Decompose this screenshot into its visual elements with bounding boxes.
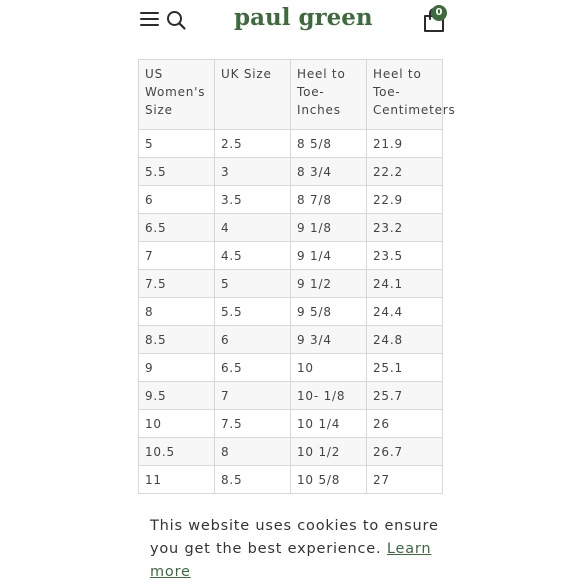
cell-centimeters: 24.8 xyxy=(367,326,443,354)
header-inches: Heel to Toe- Inches xyxy=(291,60,367,130)
cell-uk-size: 6.5 xyxy=(215,354,291,382)
cell-centimeters: 24.1 xyxy=(367,270,443,298)
cell-inches: 9 5/8 xyxy=(291,298,367,326)
size-chart-table xyxy=(138,59,456,494)
table-row xyxy=(139,354,443,382)
cell-centimeters: 26.7 xyxy=(367,438,443,466)
table-row xyxy=(139,410,443,438)
cell-centimeters: 23.5 xyxy=(367,242,443,270)
table-row xyxy=(139,298,443,326)
table-row xyxy=(139,270,443,298)
cell-uk-size: 7 xyxy=(215,382,291,410)
cell-us-size: 8 xyxy=(139,298,215,326)
cell-uk-size: 4.5 xyxy=(215,242,291,270)
header-uk-size: UK Size xyxy=(215,60,291,130)
cell-inches: 10- 1/8 xyxy=(291,382,367,410)
cell-us-size: 7.5 xyxy=(139,270,215,298)
cell-centimeters: 27 xyxy=(367,466,443,494)
cell-centimeters: 24.4 xyxy=(367,298,443,326)
cell-uk-size: 4 xyxy=(215,214,291,242)
cookie-message: This website uses cookies to ensure you get the best experience. xyxy=(150,518,439,557)
cell-us-size: 9 xyxy=(139,354,215,382)
table-row xyxy=(139,326,443,354)
table-row xyxy=(139,130,443,158)
cell-inches: 8 3/4 xyxy=(291,158,367,186)
cell-us-size: 6 xyxy=(139,186,215,214)
cell-inches: 8 5/8 xyxy=(291,130,367,158)
table-row xyxy=(139,242,443,270)
table-row xyxy=(139,438,443,466)
cart-count-badge[interactable]: 0 xyxy=(431,5,447,21)
cell-centimeters: 22.9 xyxy=(367,186,443,214)
cell-inches: 8 7/8 xyxy=(291,186,367,214)
brand-logo[interactable]: paul green xyxy=(234,4,373,31)
cell-centimeters: 25.1 xyxy=(367,354,443,382)
table-row xyxy=(139,158,443,186)
table-row xyxy=(139,186,443,214)
search-icon[interactable] xyxy=(166,10,186,30)
size-chart xyxy=(138,59,456,494)
table-row xyxy=(139,214,443,242)
cookie-banner xyxy=(150,515,450,584)
cell-us-size: 6.5 xyxy=(139,214,215,242)
cell-uk-size: 3.5 xyxy=(215,186,291,214)
table-row xyxy=(139,466,443,494)
cell-inches: 9 1/2 xyxy=(291,270,367,298)
learn-more-link[interactable]: Learn more xyxy=(150,541,432,580)
cell-uk-size: 5.5 xyxy=(215,298,291,326)
cell-inches: 10 xyxy=(291,354,367,382)
site-header xyxy=(0,0,580,40)
cell-uk-size: 5 xyxy=(215,270,291,298)
cell-centimeters: 22.2 xyxy=(367,158,443,186)
cell-uk-size: 8 xyxy=(215,438,291,466)
cell-uk-size: 3 xyxy=(215,158,291,186)
cell-us-size: 5 xyxy=(139,130,215,158)
table-row xyxy=(139,382,443,410)
cell-centimeters: 25.7 xyxy=(367,382,443,410)
cell-centimeters: 21.9 xyxy=(367,130,443,158)
cell-uk-size: 7.5 xyxy=(215,410,291,438)
hamburger-menu-icon[interactable] xyxy=(140,11,159,27)
cell-us-size: 11 xyxy=(139,466,215,494)
cell-uk-size: 8.5 xyxy=(215,466,291,494)
cell-centimeters: 23.2 xyxy=(367,214,443,242)
cell-inches: 9 1/8 xyxy=(291,214,367,242)
cell-uk-size: 6 xyxy=(215,326,291,354)
header-us-size: US Women's Size xyxy=(139,60,215,130)
cell-us-size: 10.5 xyxy=(139,438,215,466)
cell-inches: 9 1/4 xyxy=(291,242,367,270)
cell-inches: 9 3/4 xyxy=(291,326,367,354)
cell-centimeters: 26 xyxy=(367,410,443,438)
cell-inches: 10 5/8 xyxy=(291,466,367,494)
cell-inches: 10 1/4 xyxy=(291,410,367,438)
cell-inches: 10 1/2 xyxy=(291,438,367,466)
size-chart-body xyxy=(139,130,443,494)
cell-us-size: 9.5 xyxy=(139,382,215,410)
cell-uk-size: 2.5 xyxy=(215,130,291,158)
table-header-row xyxy=(139,60,443,130)
cell-us-size: 8.5 xyxy=(139,326,215,354)
cell-us-size: 7 xyxy=(139,242,215,270)
cell-us-size: 10 xyxy=(139,410,215,438)
cell-us-size: 5.5 xyxy=(139,158,215,186)
header-centimeters: Heel to Toe- Centimeters xyxy=(367,60,443,130)
